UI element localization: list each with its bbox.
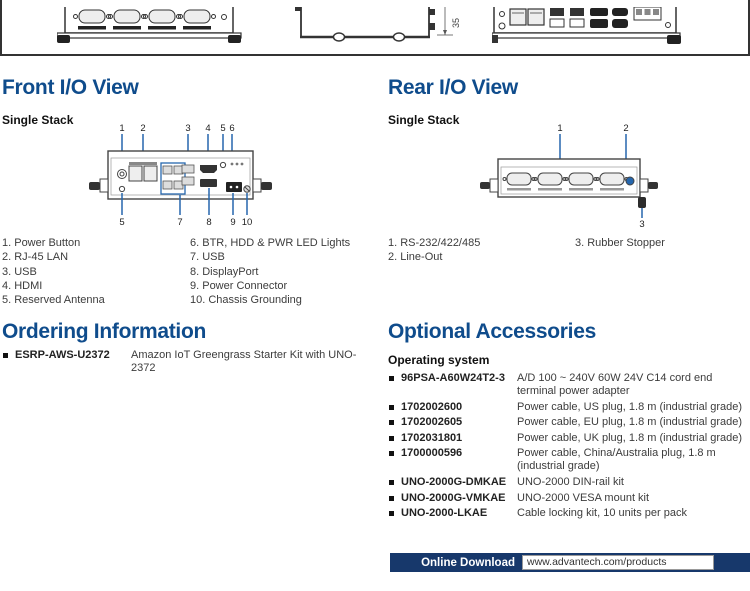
callout-number: 10: [241, 217, 253, 228]
rear-chassis: [480, 159, 658, 208]
front-panel-drawing: [492, 7, 682, 55]
legend-item: 1. RS-232/422/485: [388, 237, 481, 249]
callout-number: 2: [140, 123, 146, 134]
lan-port: [144, 166, 157, 181]
bullet-icon: [3, 353, 8, 358]
part-description: Power cable, UK plug, 1.8 m (industrial grade): [517, 431, 742, 444]
accessory-item: [388, 492, 750, 505]
legend-item: 6. BTR, HDD & PWR LED Lights: [190, 237, 351, 249]
rear-io-subtitle: Single Stack: [388, 113, 460, 127]
accessories-subheading: Operating system: [388, 353, 490, 367]
part-number: UNO-2000G-VMKAE: [401, 491, 506, 504]
rear-io-diagram: [478, 121, 663, 229]
part-number: 96PSA-A60W24T2-3: [401, 372, 505, 384]
antenna-hole: [119, 186, 124, 191]
part-description: UNO-2000 DIN-rail kit: [517, 475, 624, 488]
rear-io-title: Rear I/O View: [388, 76, 518, 99]
callout-number: 3: [639, 219, 645, 229]
accessory-item: [388, 416, 750, 429]
dimension-label: 35: [451, 17, 461, 29]
hdmi-port: [200, 165, 217, 173]
ordering-item: [2, 349, 372, 375]
bullet-icon: [389, 496, 394, 501]
callout-number: 1: [557, 123, 563, 134]
online-download-bar: [390, 553, 750, 572]
rubber-stopper: [638, 197, 646, 208]
bullet-icon: [389, 436, 394, 441]
callout-numbers-bottom: [119, 217, 252, 228]
displayport-port: [200, 179, 217, 187]
accessory-item: [388, 447, 750, 473]
legend-item: 3. Rubber Stopper: [575, 237, 665, 249]
part-number: 1702031801: [401, 431, 463, 444]
ordering-title: Ordering Information: [2, 320, 207, 343]
callout-number: 2: [623, 123, 629, 134]
power-button-port: [118, 170, 127, 179]
callout-number: 7: [177, 217, 183, 228]
download-url-link[interactable]: www.advantech.com/products: [522, 555, 714, 570]
part-description: Power cable, US plug, 1.8 m (industrial grade): [517, 400, 742, 413]
accessory-item: [388, 372, 750, 398]
legend-item: 7. USB: [190, 251, 225, 264]
callout-numbers-top: [119, 123, 234, 134]
dimension-drawings-panel: [0, 0, 750, 56]
callout-number: 1: [119, 123, 125, 134]
legend-item: 4. HDMI: [2, 279, 43, 292]
part-description: A/D 100 ~ 240V 60W 24V C14 cord end terminal power adapter: [517, 372, 713, 397]
db9-connectors: [74, 10, 227, 30]
front-legend-right: [190, 236, 350, 307]
front-legend-left: [2, 236, 105, 307]
legend-item: 10. Chassis Grounding: [190, 294, 302, 307]
bullet-icon: [389, 480, 394, 485]
bullet-icon: [389, 405, 394, 410]
part-number: UNO-2000G-DMKAE: [401, 475, 507, 488]
online-download-label: Online Download: [421, 556, 515, 569]
bullet-icon: [389, 451, 394, 456]
lan-port: [129, 166, 142, 181]
accessory-item: [388, 401, 750, 414]
part-number: 1700000596: [401, 447, 463, 460]
usb-port: [182, 177, 194, 185]
bullet-icon: [389, 376, 394, 381]
callout-number: 5: [220, 123, 226, 134]
accessory-item: [388, 507, 750, 520]
usb-port: [182, 165, 194, 173]
callout-numbers-top: [557, 123, 628, 134]
part-description: Amazon IoT Greengrass Starter Kit with UNO-2372: [131, 349, 357, 374]
legend-item: 3. USB: [2, 265, 37, 278]
callout-number: 4: [205, 123, 211, 134]
callout-number: 8: [206, 217, 212, 228]
antenna-hole: [220, 162, 225, 167]
legend-item: 2. Line-Out: [388, 251, 443, 264]
part-description: Power cable, EU plug, 1.8 m (industrial grade): [517, 416, 742, 429]
accessories-list: [388, 372, 750, 523]
part-description: UNO-2000 VESA mount kit: [517, 491, 650, 504]
part-number: 1702002605: [401, 416, 463, 429]
front-io-title: Front I/O View: [2, 76, 139, 99]
legend-item: 1. Power Button: [2, 237, 81, 249]
callout-number: 6: [229, 123, 235, 134]
legend-item: 8. DisplayPort: [190, 265, 259, 278]
part-description: Cable locking kit, 10 units per pack: [517, 507, 687, 520]
bullet-icon: [389, 420, 394, 425]
front-io-subtitle: Single Stack: [2, 113, 74, 127]
accessory-item: [388, 476, 750, 489]
front-chassis: [89, 151, 272, 199]
power-connector: [226, 182, 242, 192]
callout-number: 9: [230, 217, 236, 228]
side-mount-drawing: [287, 7, 472, 55]
part-number: UNO-2000-LKAE: [401, 507, 488, 520]
front-io-diagram: [86, 121, 296, 229]
accessory-item: [388, 432, 750, 445]
bullet-icon: [389, 511, 394, 516]
accessories-title: Optional Accessories: [388, 320, 596, 343]
callout-number: 3: [185, 123, 191, 134]
rear-panel-drawing: [57, 7, 242, 55]
ordering-list: [2, 349, 372, 378]
legend-item: 5. Reserved Antenna: [2, 294, 105, 307]
part-number: ESRP-AWS-U2372: [15, 349, 110, 361]
line-out-jack: [626, 177, 634, 185]
legend-item: 2. RJ-45 LAN: [2, 251, 69, 264]
part-number: 1702002600: [401, 400, 463, 413]
part-description: Power cable, China/Australia plug, 1.8 m (industrial grade): [517, 447, 716, 473]
rear-legend-right: [575, 236, 665, 250]
callout-number: 5: [119, 217, 125, 228]
rear-legend-left: [388, 236, 480, 265]
legend-item: 9. Power Connector: [190, 279, 288, 292]
